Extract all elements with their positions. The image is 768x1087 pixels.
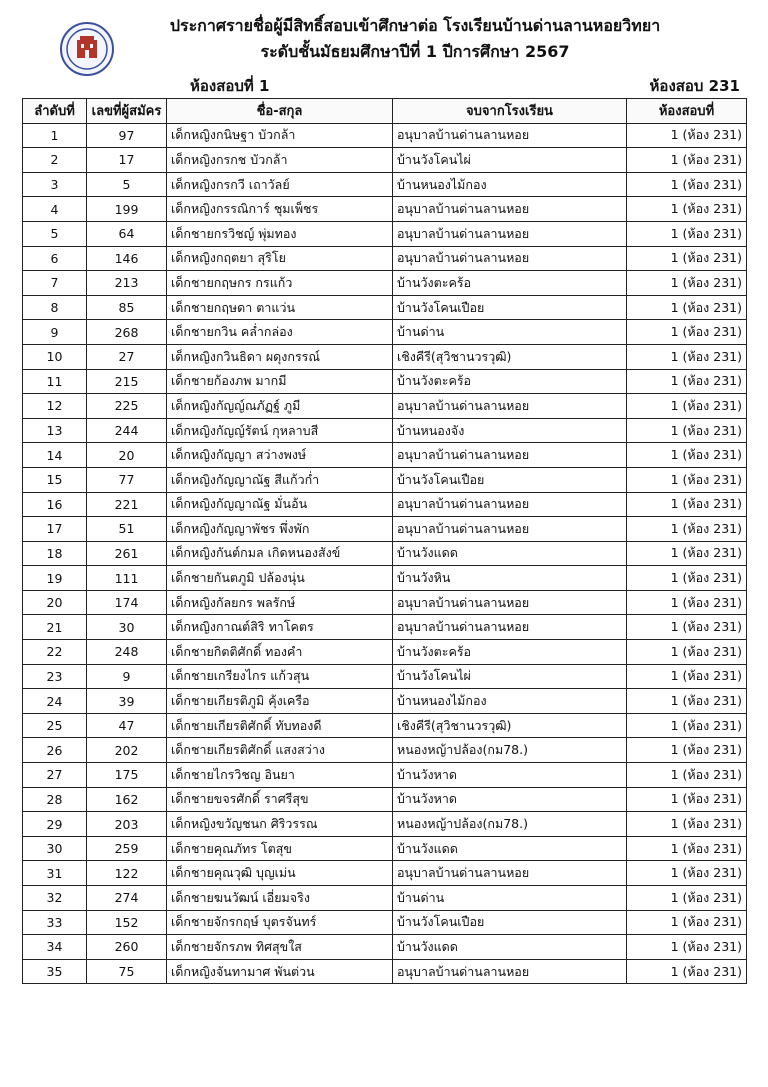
cell-order: 31 [23, 861, 87, 886]
cell-name: เด็กชายจักรภพ ทิศสุขใส [167, 935, 393, 960]
cell-room: 1 (ห้อง 231) [627, 689, 747, 714]
column-header-order: ลำดับที่ [23, 99, 87, 124]
cell-application-no: 51 [87, 517, 167, 542]
cell-room: 1 (ห้อง 231) [627, 467, 747, 492]
cell-school: บ้านวังตะคร้อ [393, 369, 627, 394]
table-row [23, 443, 747, 468]
cell-room: 1 (ห้อง 231) [627, 492, 747, 517]
column-header-room: ห้องสอบที่ [627, 99, 747, 124]
cell-room: 1 (ห้อง 231) [627, 541, 747, 566]
table-row [23, 123, 747, 148]
table-row [23, 172, 747, 197]
cell-school: บ้านวังโคนไผ่ [393, 664, 627, 689]
cell-name: เด็กหญิงกฤตยา สุริโย [167, 246, 393, 271]
cell-room: 1 (ห้อง 231) [627, 935, 747, 960]
table-row [23, 836, 747, 861]
cell-application-no: 203 [87, 812, 167, 837]
cell-order: 30 [23, 836, 87, 861]
cell-school: อนุบาลบ้านด่านลานหอย [393, 123, 627, 148]
table-row [23, 221, 747, 246]
cell-school: บ้านวังโคนเปือย [393, 467, 627, 492]
cell-school: บ้านหนองจัง [393, 418, 627, 443]
cell-application-no: 122 [87, 861, 167, 886]
cell-order: 24 [23, 689, 87, 714]
cell-room: 1 (ห้อง 231) [627, 295, 747, 320]
cell-school: บ้านหนองไม้กอง [393, 172, 627, 197]
table-row [23, 517, 747, 542]
cell-order: 13 [23, 418, 87, 443]
cell-name: เด็กชายกันตภูมิ ปล้องนุ่น [167, 566, 393, 591]
page-title: ประกาศรายชื่อผู้มีสิทธิ์สอบเข้าศึกษาต่อ โรงเรียนบ้านด่านลานหอยวิทยา [169, 16, 661, 35]
table-row [23, 886, 747, 911]
exam-room-code: ห้องสอบ 231 [649, 77, 740, 95]
cell-room: 1 (ห้อง 231) [627, 664, 747, 689]
cell-name: เด็กชายเกียรติภูมิ คุ้งเครือ [167, 689, 393, 714]
cell-room: 1 (ห้อง 231) [627, 123, 747, 148]
cell-school: บ้านวังหิน [393, 566, 627, 591]
cell-name: เด็กชายคุณวุฒิ บุญเม่น [167, 861, 393, 886]
cell-school: บ้านวังแดด [393, 541, 627, 566]
table-row [23, 713, 747, 738]
cell-order: 26 [23, 738, 87, 763]
cell-order: 21 [23, 615, 87, 640]
cell-name: เด็กชายเกียรติศักดิ์ แสงสว่าง [167, 738, 393, 763]
cell-school: อนุบาลบ้านด่านลานหอย [393, 590, 627, 615]
cell-room: 1 (ห้อง 231) [627, 763, 747, 788]
cell-room: 1 (ห้อง 231) [627, 886, 747, 911]
table-row [23, 197, 747, 222]
table-row [23, 590, 747, 615]
cell-name: เด็กหญิงกวินธิดา ผดุงกรรณ์ [167, 344, 393, 369]
cell-order: 8 [23, 295, 87, 320]
table-row [23, 959, 747, 984]
cell-school: บ้านวังโคนไผ่ [393, 148, 627, 173]
cell-room: 1 (ห้อง 231) [627, 320, 747, 345]
cell-order: 1 [23, 123, 87, 148]
table-row [23, 763, 747, 788]
cell-name: เด็กหญิงกรกวี เถาวัลย์ [167, 172, 393, 197]
cell-application-no: 213 [87, 271, 167, 296]
cell-name: เด็กชายเกียรติศักดิ์ ทับทองดี [167, 713, 393, 738]
cell-name: เด็กหญิงกรกช บัวกล้า [167, 148, 393, 173]
cell-room: 1 (ห้อง 231) [627, 418, 747, 443]
cell-school: เชิงคีรี(สุวิชานวรวุฒิ) [393, 344, 627, 369]
cell-name: เด็กหญิงกัญญาณัฐ มั่นอ้น [167, 492, 393, 517]
cell-name: เด็กหญิงกัลยกร พลรักษ์ [167, 590, 393, 615]
cell-order: 4 [23, 197, 87, 222]
cell-order: 18 [23, 541, 87, 566]
cell-order: 35 [23, 959, 87, 984]
cell-name: เด็กหญิงกันต์กมล เกิดหนองสังข์ [167, 541, 393, 566]
cell-application-no: 174 [87, 590, 167, 615]
cell-school: อนุบาลบ้านด่านลานหอย [393, 861, 627, 886]
cell-order: 32 [23, 886, 87, 911]
cell-order: 9 [23, 320, 87, 345]
cell-room: 1 (ห้อง 231) [627, 861, 747, 886]
table-row [23, 418, 747, 443]
cell-name: เด็กชายฆนวัฒน์ เอี่ยมจริง [167, 886, 393, 911]
cell-application-no: 244 [87, 418, 167, 443]
cell-name: เด็กหญิงกัญญา สว่างพงษ์ [167, 443, 393, 468]
cell-name: เด็กชายกรวิชญ์ พุ่มทอง [167, 221, 393, 246]
page-subtitle: ระดับชั้นมัธยมศึกษาปีที่ 1 ปีการศึกษา 2567 [260, 42, 570, 61]
cell-school: บ้านด่าน [393, 886, 627, 911]
cell-school: อนุบาลบ้านด่านลานหอย [393, 517, 627, 542]
cell-room: 1 (ห้อง 231) [627, 590, 747, 615]
cell-application-no: 17 [87, 148, 167, 173]
cell-school: อนุบาลบ้านด่านลานหอย [393, 394, 627, 419]
cell-application-no: 199 [87, 197, 167, 222]
cell-application-no: 162 [87, 787, 167, 812]
cell-application-no: 268 [87, 320, 167, 345]
cell-order: 16 [23, 492, 87, 517]
column-header-application-no: เลขที่ผู้สมัคร [87, 99, 167, 124]
cell-order: 34 [23, 935, 87, 960]
cell-application-no: 225 [87, 394, 167, 419]
table-row [23, 320, 747, 345]
cell-order: 29 [23, 812, 87, 837]
cell-school: บ้านวังตะคร้อ [393, 271, 627, 296]
cell-school: อนุบาลบ้านด่านลานหอย [393, 443, 627, 468]
cell-application-no: 27 [87, 344, 167, 369]
cell-school: บ้านวังแดด [393, 935, 627, 960]
cell-order: 28 [23, 787, 87, 812]
cell-application-no: 274 [87, 886, 167, 911]
cell-application-no: 64 [87, 221, 167, 246]
cell-room: 1 (ห้อง 231) [627, 836, 747, 861]
table-row [23, 615, 747, 640]
cell-school: บ้านวังหาด [393, 763, 627, 788]
cell-school: อนุบาลบ้านด่านลานหอย [393, 221, 627, 246]
cell-room: 1 (ห้อง 231) [627, 246, 747, 271]
table-row [23, 738, 747, 763]
cell-order: 7 [23, 271, 87, 296]
table-row [23, 910, 747, 935]
cell-application-no: 175 [87, 763, 167, 788]
cell-application-no: 248 [87, 640, 167, 665]
cell-room: 1 (ห้อง 231) [627, 787, 747, 812]
cell-school: บ้านวังตะคร้อ [393, 640, 627, 665]
cell-name: เด็กชายกฤษดา ตาแว่น [167, 295, 393, 320]
table-header-row [23, 99, 747, 124]
cell-application-no: 215 [87, 369, 167, 394]
cell-room: 1 (ห้อง 231) [627, 615, 747, 640]
cell-name: เด็กหญิงกนิษฐา บัวกล้า [167, 123, 393, 148]
cell-school: หนองหญ้าปล้อง(กม78.) [393, 738, 627, 763]
cell-order: 6 [23, 246, 87, 271]
cell-application-no: 20 [87, 443, 167, 468]
cell-school: อนุบาลบ้านด่านลานหอย [393, 246, 627, 271]
cell-school: บ้านวังหาด [393, 787, 627, 812]
cell-order: 3 [23, 172, 87, 197]
cell-order: 20 [23, 590, 87, 615]
cell-name: เด็กหญิงขวัญชนก ศิริวรรณ [167, 812, 393, 837]
cell-application-no: 221 [87, 492, 167, 517]
cell-application-no: 5 [87, 172, 167, 197]
cell-name: เด็กชายกวิน คล่ำกล่อง [167, 320, 393, 345]
table-row [23, 148, 747, 173]
cell-application-no: 75 [87, 959, 167, 984]
cell-name: เด็กหญิงกัญญาพัชร พึ่งพัก [167, 517, 393, 542]
cell-application-no: 77 [87, 467, 167, 492]
cell-name: เด็กหญิงกาณต์สิริ ทาโคตร [167, 615, 393, 640]
cell-room: 1 (ห้อง 231) [627, 910, 747, 935]
table-row [23, 640, 747, 665]
cell-name: เด็กหญิงกรรณิการ์ ชุมเพ็ชร [167, 197, 393, 222]
table-row [23, 295, 747, 320]
cell-name: เด็กชายจักรกฤษ์ บุตรจันทร์ [167, 910, 393, 935]
cell-application-no: 9 [87, 664, 167, 689]
cell-name: เด็กหญิงจันทามาศ พันต่วน [167, 959, 393, 984]
cell-room: 1 (ห้อง 231) [627, 959, 747, 984]
cell-order: 14 [23, 443, 87, 468]
cell-order: 19 [23, 566, 87, 591]
cell-room: 1 (ห้อง 231) [627, 713, 747, 738]
cell-school: อนุบาลบ้านด่านลานหอย [393, 492, 627, 517]
cell-room: 1 (ห้อง 231) [627, 566, 747, 591]
cell-name: เด็กชายกฤษกร กรแก้ว [167, 271, 393, 296]
cell-application-no: 260 [87, 935, 167, 960]
column-header-name: ชื่อ-สกุล [167, 99, 393, 124]
cell-name: เด็กหญิงกัญญ์รัตน์ กุหลาบสี [167, 418, 393, 443]
cell-name: เด็กชายเกรียงไกร แก้วสุน [167, 664, 393, 689]
table-row [23, 541, 747, 566]
cell-room: 1 (ห้อง 231) [627, 443, 747, 468]
cell-application-no: 146 [87, 246, 167, 271]
table-row [23, 812, 747, 837]
table-row [23, 861, 747, 886]
table-row [23, 271, 747, 296]
candidate-table [22, 98, 747, 984]
cell-name: เด็กชายไกรวิชญ อินยา [167, 763, 393, 788]
cell-room: 1 (ห้อง 231) [627, 812, 747, 837]
cell-order: 5 [23, 221, 87, 246]
cell-room: 1 (ห้อง 231) [627, 148, 747, 173]
school-seal-icon [62, 24, 112, 74]
exam-room-number: ห้องสอบที่ 1 [190, 77, 270, 95]
cell-school: บ้านด่าน [393, 320, 627, 345]
cell-application-no: 97 [87, 123, 167, 148]
cell-room: 1 (ห้อง 231) [627, 344, 747, 369]
cell-room: 1 (ห้อง 231) [627, 369, 747, 394]
cell-application-no: 261 [87, 541, 167, 566]
cell-application-no: 30 [87, 615, 167, 640]
candidate-table-body [23, 123, 747, 984]
cell-order: 23 [23, 664, 87, 689]
cell-room: 1 (ห้อง 231) [627, 221, 747, 246]
cell-name: เด็กหญิงกัญญาณัฐ สีแก้วก่ำ [167, 467, 393, 492]
cell-order: 17 [23, 517, 87, 542]
school-logo-icon [60, 22, 114, 76]
table-row [23, 787, 747, 812]
cell-room: 1 (ห้อง 231) [627, 271, 747, 296]
table-row [23, 369, 747, 394]
cell-application-no: 202 [87, 738, 167, 763]
table-row [23, 492, 747, 517]
cell-order: 22 [23, 640, 87, 665]
table-row [23, 394, 747, 419]
cell-room: 1 (ห้อง 231) [627, 172, 747, 197]
cell-school: บ้านวังโคนเปือย [393, 295, 627, 320]
cell-room: 1 (ห้อง 231) [627, 640, 747, 665]
cell-order: 27 [23, 763, 87, 788]
table-row [23, 935, 747, 960]
cell-order: 33 [23, 910, 87, 935]
cell-order: 11 [23, 369, 87, 394]
cell-order: 10 [23, 344, 87, 369]
cell-application-no: 111 [87, 566, 167, 591]
cell-room: 1 (ห้อง 231) [627, 394, 747, 419]
cell-order: 2 [23, 148, 87, 173]
cell-school: บ้านวังแดด [393, 836, 627, 861]
cell-order: 12 [23, 394, 87, 419]
cell-order: 15 [23, 467, 87, 492]
table-row [23, 689, 747, 714]
cell-school: อนุบาลบ้านด่านลานหอย [393, 959, 627, 984]
cell-school: บ้านหนองไม้กอง [393, 689, 627, 714]
cell-name: เด็กชายคุณภัทร โตสุข [167, 836, 393, 861]
cell-name: เด็กชายกิตติศักดิ์ ทองคำ [167, 640, 393, 665]
table-row [23, 566, 747, 591]
cell-application-no: 152 [87, 910, 167, 935]
cell-application-no: 85 [87, 295, 167, 320]
cell-school: อนุบาลบ้านด่านลานหอย [393, 197, 627, 222]
table-row [23, 467, 747, 492]
cell-application-no: 39 [87, 689, 167, 714]
cell-school: เชิงคีรี(สุวิชานวรวุฒิ) [393, 713, 627, 738]
cell-school: อนุบาลบ้านด่านลานหอย [393, 615, 627, 640]
column-header-school: จบจากโรงเรียน [393, 99, 627, 124]
cell-name: เด็กหญิงกัญญ์ณภัฏฐ์ ภูมี [167, 394, 393, 419]
table-row [23, 246, 747, 271]
cell-application-no: 259 [87, 836, 167, 861]
cell-name: เด็กชายก้องภพ มากมี [167, 369, 393, 394]
cell-room: 1 (ห้อง 231) [627, 197, 747, 222]
cell-room: 1 (ห้อง 231) [627, 517, 747, 542]
cell-order: 25 [23, 713, 87, 738]
cell-room: 1 (ห้อง 231) [627, 738, 747, 763]
table-row [23, 664, 747, 689]
table-row [23, 344, 747, 369]
cell-application-no: 47 [87, 713, 167, 738]
cell-school: บ้านวังโคนเปือย [393, 910, 627, 935]
cell-name: เด็กชายขจรศักดิ์ ราศรีสุข [167, 787, 393, 812]
cell-school: หนองหญ้าปล้อง(กม78.) [393, 812, 627, 837]
